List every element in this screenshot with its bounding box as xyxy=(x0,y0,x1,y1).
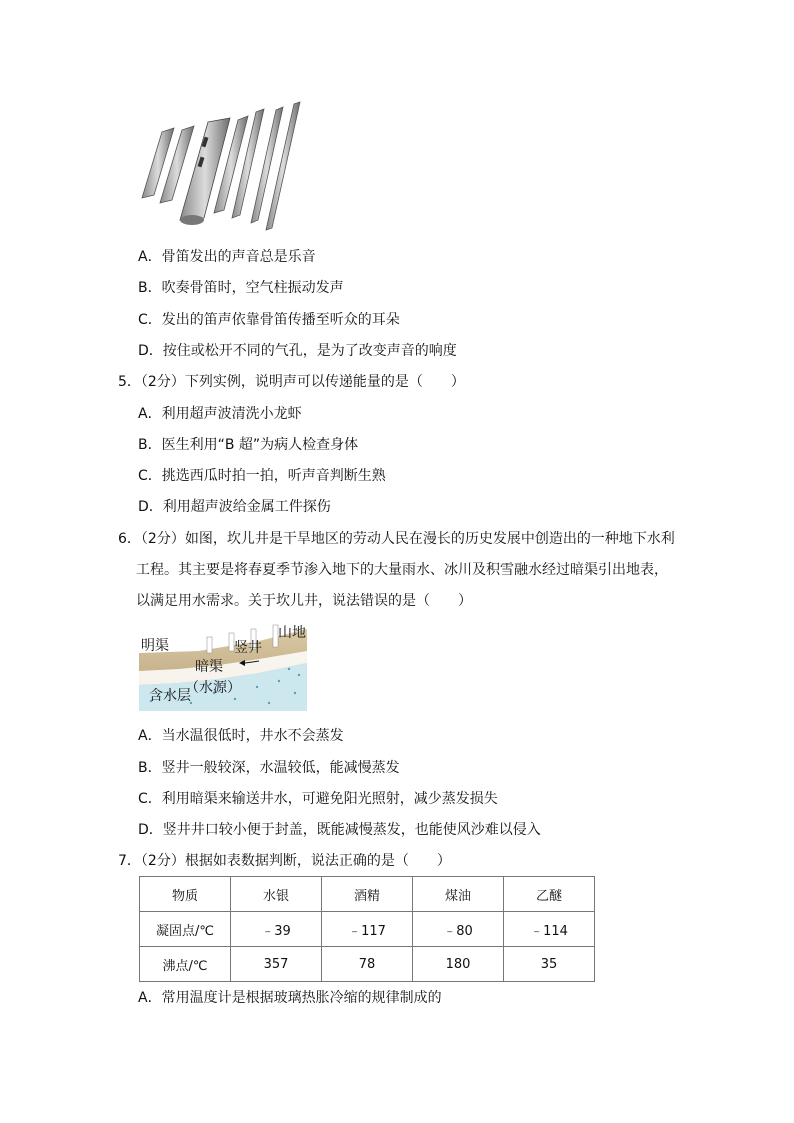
table-row xyxy=(140,912,595,947)
table-header-cell: 乙醚 xyxy=(504,877,595,912)
q6-option-a[interactable]: A．当水温很低时，井水不会蒸发 xyxy=(138,728,344,744)
q6-stem-line-1: 6．（2分）如图，坎儿井是干旱地区的劳动人民在漫长的历史发展中创造出的一种地下水利 xyxy=(118,531,675,547)
table-header-cell: 酒精 xyxy=(322,877,413,912)
table-cell: ﹣114 xyxy=(504,912,595,947)
karez-label-shuiyuan: （水源） xyxy=(185,680,241,696)
table-header-cell: 煤油 xyxy=(413,877,504,912)
karez-label-shujing: 竖井 xyxy=(234,640,262,656)
karez-label-mingqu: 明渠 xyxy=(141,638,169,654)
karez-label-hanshuiceng: 含水层 xyxy=(149,688,191,704)
q4-option-a[interactable]: A．骨笛发出的声音总是乐音 xyxy=(138,249,316,265)
table-row xyxy=(140,947,595,982)
karez-label-anqu: 暗渠 xyxy=(195,659,223,675)
q6-option-d[interactable]: D．竖井井口较小便于封盖，既能减慢蒸发，也能使风沙难以侵入 xyxy=(138,822,541,838)
table-cell: 35 xyxy=(504,947,595,982)
q6-option-b[interactable]: B．竖井一般较深，水温较低，能减慢蒸发 xyxy=(138,760,400,776)
table-cell: 78 xyxy=(322,947,413,982)
q4-option-c[interactable]: C．发出的笛声依靠骨笛传播至听众的耳朵 xyxy=(138,312,400,328)
karez-diagram xyxy=(139,623,307,711)
table-header-row xyxy=(140,877,595,912)
table-cell: 357 xyxy=(231,947,322,982)
q5-option-b[interactable]: B．医生利用“B 超”为病人检查身体 xyxy=(138,437,359,453)
q7-option-a[interactable]: A．常用温度计是根据玻璃热胀冷缩的规律制成的 xyxy=(138,990,442,1006)
q5-option-a[interactable]: A．利用超声波清洗小龙虾 xyxy=(138,406,302,422)
q7-stem: 7．（2分）根据如表数据判断，说法正确的是（ ） xyxy=(118,853,451,869)
q6-stem-line-2: 工程。其主要是将春夏季节渗入地下的大量雨水、冰川及积雪融水经过暗渠引出地表， xyxy=(136,562,668,578)
q5-option-c[interactable]: C．挑选西瓜时拍一拍，听声音判断生熟 xyxy=(138,468,386,484)
q4-option-b[interactable]: B．吹奏骨笛时，空气柱振动发声 xyxy=(138,280,344,296)
karez-label-shandi: 山地 xyxy=(278,625,306,641)
q6-option-c[interactable]: C．利用暗渠来输送井水，可避免阳光照射，减少蒸发损失 xyxy=(138,791,498,807)
q7-data-table xyxy=(139,876,595,982)
table-cell: ﹣80 xyxy=(413,912,504,947)
bone-flute-pieces xyxy=(142,102,300,230)
q4-option-d[interactable]: D．按住或松开不同的气孔，是为了改变声音的响度 xyxy=(138,343,457,359)
table-cell: 180 xyxy=(413,947,504,982)
table-header-cell: 物质 xyxy=(140,877,231,912)
q5-option-d[interactable]: D．利用超声波给金属工件探伤 xyxy=(138,499,331,515)
table-cell: 凝固点/℃ xyxy=(140,912,231,947)
q6-stem-line-3: 以满足用水需求。关于坎儿井，说法错误的是（ ） xyxy=(136,593,472,609)
table-cell: ﹣117 xyxy=(322,912,413,947)
q5-stem: 5．（2分）下列实例，说明声可以传递能量的是（ ） xyxy=(118,374,465,390)
table-cell: ﹣39 xyxy=(231,912,322,947)
table-header-cell: 水银 xyxy=(231,877,322,912)
table-cell: 沸点/℃ xyxy=(140,947,231,982)
bone-flute-image xyxy=(134,100,304,235)
